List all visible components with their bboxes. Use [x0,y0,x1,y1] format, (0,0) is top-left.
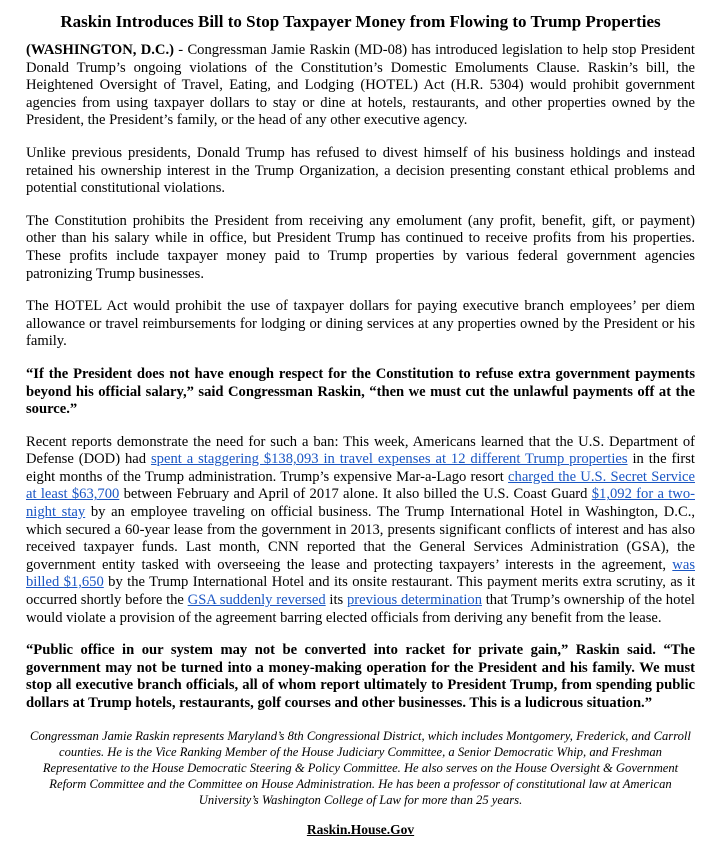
link-gsa-billed[interactable]: was billed $1,650 [26,556,695,591]
reports-text-3: between February and April of 2017 alone. It also billed the U.S. Coast Guard [119,486,592,503]
dateline: (WASHINGTON, D.C.) [26,42,174,58]
website-link[interactable]: Raskin.House.Gov [306,821,415,837]
link-coast-guard[interactable]: $1,092 for a two-night stay [26,486,695,521]
page-title: Raskin Introduces Bill to Stop Taxpayer Money from Flowing to Trump Properties [60,12,661,31]
reports-text-7: that Trump’s ownership of the hotel would violate a provision of the agreement barring elected officials from deriving any benefit from the lease. [26,592,695,626]
paragraph-reports [26,434,695,628]
link-gsa-reversed[interactable]: GSA suddenly reversed [187,592,326,609]
reports-text-5: by the Trump International Hotel and its onsite restaurant. This payment merits extra scrutiny, as it occurred shortly before the [26,574,695,609]
reports-text-6: its [325,592,347,609]
paragraph-divest: Unlike previous presidents, Donald Trump has refused to divest himself of his business holdings and instead retained his ownership interest in the Trump Organization, a decision presenting constant ethical problems and potential constitutional violations. [26,144,695,197]
quote-text: “Public office in our system may not be converted into racket for private gain,” [26,642,569,659]
quote-text: “If the President does not have enough respect for the Constitution to refuse extra government payments beyond his official salary,” [26,365,695,400]
quote-attribution: Raskin said. [568,642,664,659]
link-previous-determination[interactable]: previous determination [346,592,482,609]
intro-text: - Congressman Jamie Raskin (MD-08) has introduced legislation to help stop President Donald Trump’s ongoing violations of the Constitution’s Domestic Emoluments Clause. Raskin’s bill, the Heightened Oversight of Travel, Eating, and Lodging (HOTEL) Act (H.R. 5304) would prohibit government agencies from using taxpayer dollars to stay or dine at hotels, restaurants, and other properties owned by the President, the President’s family, or the head of any other executive agency. [26,42,695,129]
reports-text-2: in the first eight months of the Trump administration. Trump’s expensive Mar-a-Lago resort [26,451,695,485]
link-secret-service[interactable]: charged the U.S. Secret Service at least $63,700 [26,468,695,503]
paragraph-quote-2 [26,642,695,712]
bio-paragraph: Congressman Jamie Raskin represents Maryland’s 8th Congressional District, which includes Montgomery, Frederick, and Carroll counties. He is the Vice Ranking Member of the House Judiciary Committee, a Senior Democratic Whip, and Freshman Representative to the House Democratic Steering & Policy Committee. He also serves on the House Oversight & Government Reform Committee and the Committee on House Administration. He has been a professor of constitutional law at American University’s Washington College of Law for more than 25 years. [30,728,691,807]
quote-text-2: “then we must cut the unlawful payments off at the source.” [26,383,695,418]
paragraph-intro [26,42,695,130]
quote-attribution: said Congressman Raskin, [193,383,370,400]
reports-text-1: Recent reports demonstrate the need for such a ban: This week, Americans learned that the U.S. Department of Defense (DOD) had [26,433,695,468]
quote-text-2: “The government may not be turned into a money-making operation for the President and his family. We must stop all executive branch officials, all of whom report ultimately to President Trump, from spending public dollars at Trump hotels, restaurants, golf courses and other businesses. This is a ludicrous situation.” [26,642,695,711]
paragraph-quote-1 [26,366,695,419]
link-dod-expenses[interactable]: spent a staggering $138,093 in travel expenses at 12 different Trump properties [150,451,628,468]
paragraph-hotel-act: The HOTEL Act would prohibit the use of taxpayer dollars for paying executive branch employees’ per diem allowance or travel reimbursements for lodging or dining services at any properties owned by the President or his family. [26,298,695,350]
reports-text-4: by an employee traveling on official business. The Trump International Hotel in Washington, D.C., which secured a 60-year lease from the government in 2013, presents significant conflicts of interest and has also received taxpayer funds. Last month, CNN reported that the General Services Administration (GSA), the government entity tasked with overseeing the lease and protecting taxpayers’ interests in the agreement, [26,504,695,573]
paragraph-constitution: The Constitution prohibits the President from receiving any emolument (any profit, benefit, gift, or payment) other than his salary while in office, but President Trump has continued to receive profits from his properties. These profits include taxpayer money paid to Trump properties by various federal government agencies patronizing Trump businesses. [26,212,695,282]
